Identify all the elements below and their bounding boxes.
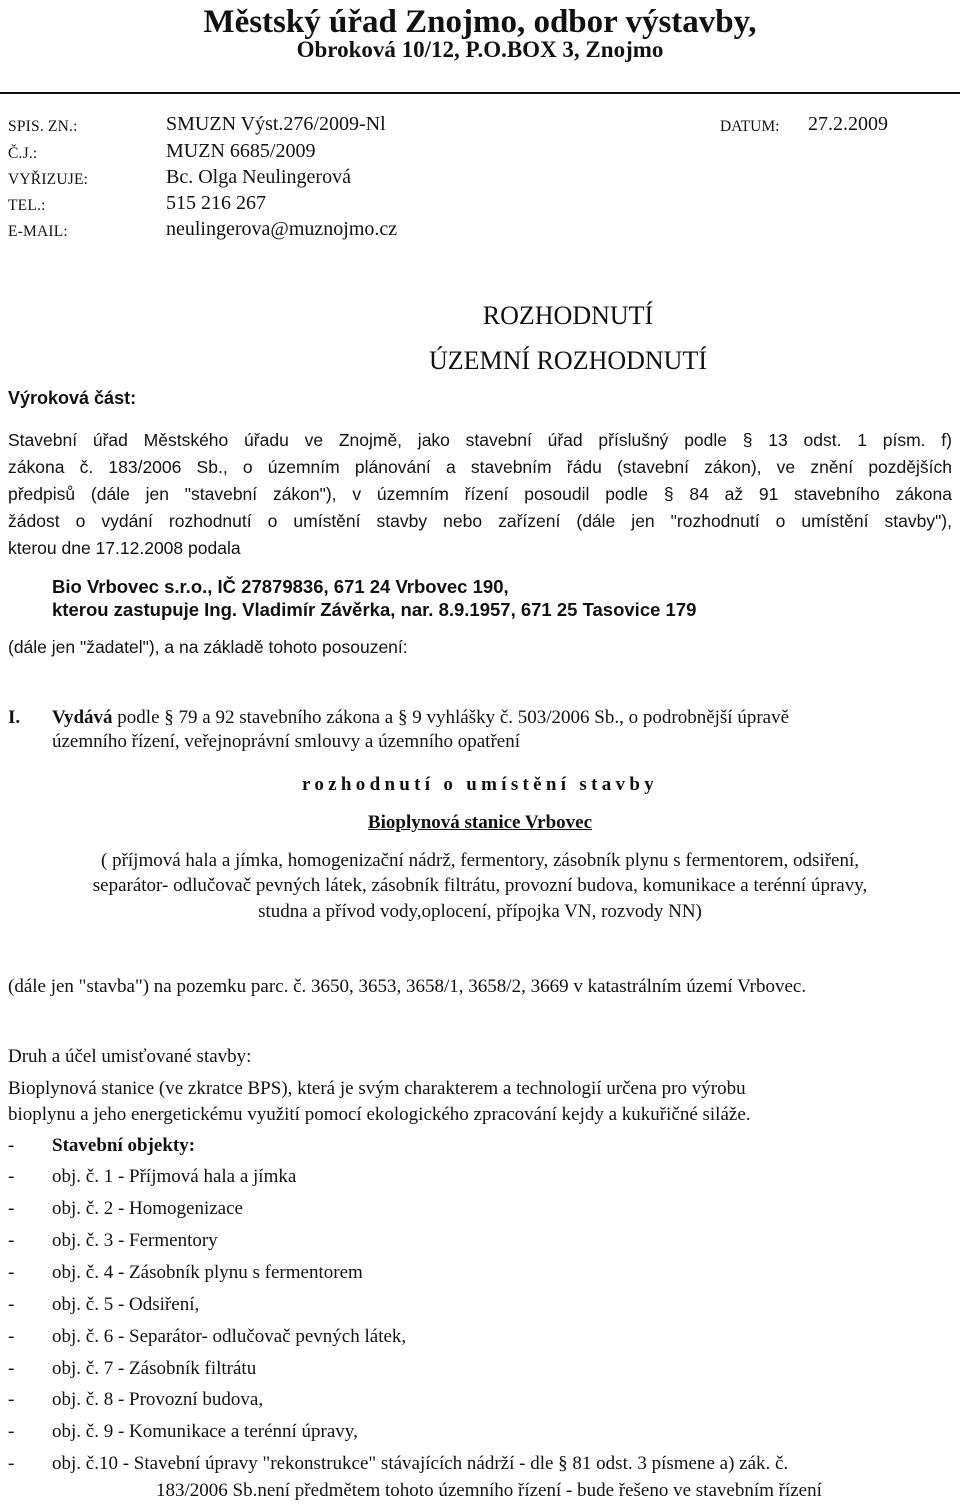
description-line: separátor- odlučovač pevných látek, zásobník filtrátu, provozní budova, komunikace a terénní úpravy,: [92, 875, 868, 896]
list-dash: -: [8, 1135, 15, 1156]
objekty-heading: Stavební objekty:: [52, 1135, 196, 1156]
email-label: E-MAIL:: [8, 223, 68, 240]
list-dash: -: [8, 1198, 15, 1219]
list-item-continuation: 183/2006 Sb.není předmětem tohoto územního řízení - bude řešeno ve stavebním řízení: [156, 1480, 822, 1501]
druh-heading: Druh a účel umisťované stavby:: [8, 1046, 252, 1067]
list-dash: -: [8, 1294, 15, 1315]
spis-value: SMUZN Výst.276/2009-Nl: [166, 113, 386, 135]
list-dash: -: [8, 1389, 15, 1410]
list-dash: -: [8, 1326, 15, 1347]
cj-label: Č.J.:: [8, 145, 38, 162]
datum-value: 27.2.2009: [808, 113, 888, 135]
applicant-representative: kterou zastupuje Ing. Vladimír Závěrka, nar. 8.9.1957, 671 25 Tasovice 179: [52, 599, 697, 620]
list-item: obj. č. 1 - Příjmová hala a jímka: [52, 1166, 297, 1187]
list-item: obj. č. 5 - Odsiření,: [52, 1294, 200, 1315]
section-i-text: [52, 706, 952, 754]
pozemek-line: (dále jen "stavba") na pozemku parc. č. 3650, 3653, 3658/1, 3658/2, 3669 v katastrálním území Vrbovec.: [8, 976, 807, 997]
list-dash: -: [8, 1262, 15, 1283]
description-line: ( příjmová hala a jímka, homogenizační nádrž, fermentory, zásobník plynu s fermentorem, odsiření,: [101, 850, 859, 871]
list-item: obj. č. 6 - Separátor- odlučovač pevných látek,: [52, 1326, 407, 1347]
intro-paragraph: [8, 427, 952, 562]
list-item: obj. č. 9 - Komunikace a terénní úpravy,: [52, 1421, 358, 1442]
heading-rozhodnuti: ROZHODNUTÍ: [482, 301, 654, 330]
list-item: obj. č. 4 - Zásobník plynu s fermentorem: [52, 1262, 363, 1283]
intro-line: kterou dne 17.12.2008 podala: [8, 538, 241, 558]
heading-vyrokova-cast: Výroková část:: [8, 388, 137, 408]
list-dash: -: [8, 1166, 15, 1187]
intro-line: žádost o vydání rozhodnutí o umístění stavby nebo zařízení (dále jen "rozhodnutí o umístění stavby"),: [8, 511, 952, 531]
list-item: obj. č. 2 - Homogenizace: [52, 1198, 243, 1219]
applicant-line: Bio Vrbovec s.r.o., IČ 27879836, 671 24 Vrbovec 190,: [52, 576, 509, 597]
datum-label: DATUM:: [720, 118, 780, 135]
zadatel-line: (dále jen "žadatel"), a na základě tohoto posouzení:: [8, 637, 408, 657]
vydava-word: Vydává: [52, 707, 113, 728]
intro-line: předpisů (dále jen "stavební zákon"), v územním řízení posoudil podle § 84 až 91 stavebního zákona: [8, 484, 952, 504]
tel-value: 515 216 267: [166, 192, 266, 214]
druh-line: Bioplynová stanice (ve zkratce BPS), která je svým charakterem a technologií určena pro výrobu: [8, 1078, 746, 1099]
heading-uzemni-rozhodnuti: ÚZEMNÍ ROZHODNUTÍ: [428, 346, 707, 375]
email-value: neulingerova@muznojmo.cz: [166, 218, 398, 240]
office-address: Obroková 10/12, P.O.BOX 3, Znojmo: [296, 37, 664, 62]
vyrizuje-label: VYŘIZUJE:: [8, 171, 89, 188]
intro-line: zákona č. 183/2006 Sb., o územním plánování a stavebním řádu (stavební zákon), ve znění pozdějších: [8, 457, 952, 477]
office-title: Městský úřad Znojmo, odbor výstavby,: [203, 4, 757, 40]
list-dash: -: [8, 1453, 15, 1474]
list-item: obj. č.10 - Stavební úpravy "rekonstrukce" stávajících nádrží - dle § 81 odst. 3 písmene a) zák. č.: [52, 1453, 789, 1474]
spis-label: SPIS. ZN.:: [8, 118, 78, 135]
rozhodnuti-o-umisteni: rozhodnutí o umístění stavby: [301, 774, 658, 795]
druh-line: bioplynu a jeho energetickému využití pomocí ekologického zpracování kejdy a kukuřičné siláže.: [8, 1104, 751, 1125]
description-line: studna a přívod vody,oplocení, přípojka VN, rozvody NN): [258, 901, 702, 922]
intro-line: Stavební úřad Městského úřadu ve Znojmě, jako stavební úřad příslušný podle § 13 odst. 1 písm. f): [8, 430, 952, 450]
list-dash: -: [8, 1358, 15, 1379]
project-name: Bioplynová stanice Vrbovec: [367, 812, 593, 833]
section-i-line1: podle § 79 a 92 stavebního zákona a § 9 vyhlášky č. 503/2006 Sb., o podrobnější úpravě: [112, 707, 790, 728]
vyrizuje-value: Bc. Olga Neulingerová: [166, 166, 351, 188]
section-i-line2: územního řízení, veřejnoprávní smlouvy a územního opatření: [52, 731, 520, 752]
header-divider: [0, 92, 960, 94]
list-dash: -: [8, 1421, 15, 1442]
section-number: I.: [8, 707, 21, 728]
list-item: obj. č. 8 - Provozní budova,: [52, 1389, 264, 1410]
list-item: obj. č. 7 - Zásobník filtrátu: [52, 1358, 257, 1379]
tel-label: TEL.:: [8, 197, 46, 214]
list-item: obj. č. 3 - Fermentory: [52, 1230, 218, 1251]
list-dash: -: [8, 1230, 15, 1251]
cj-value: MUZN 6685/2009: [166, 140, 316, 162]
